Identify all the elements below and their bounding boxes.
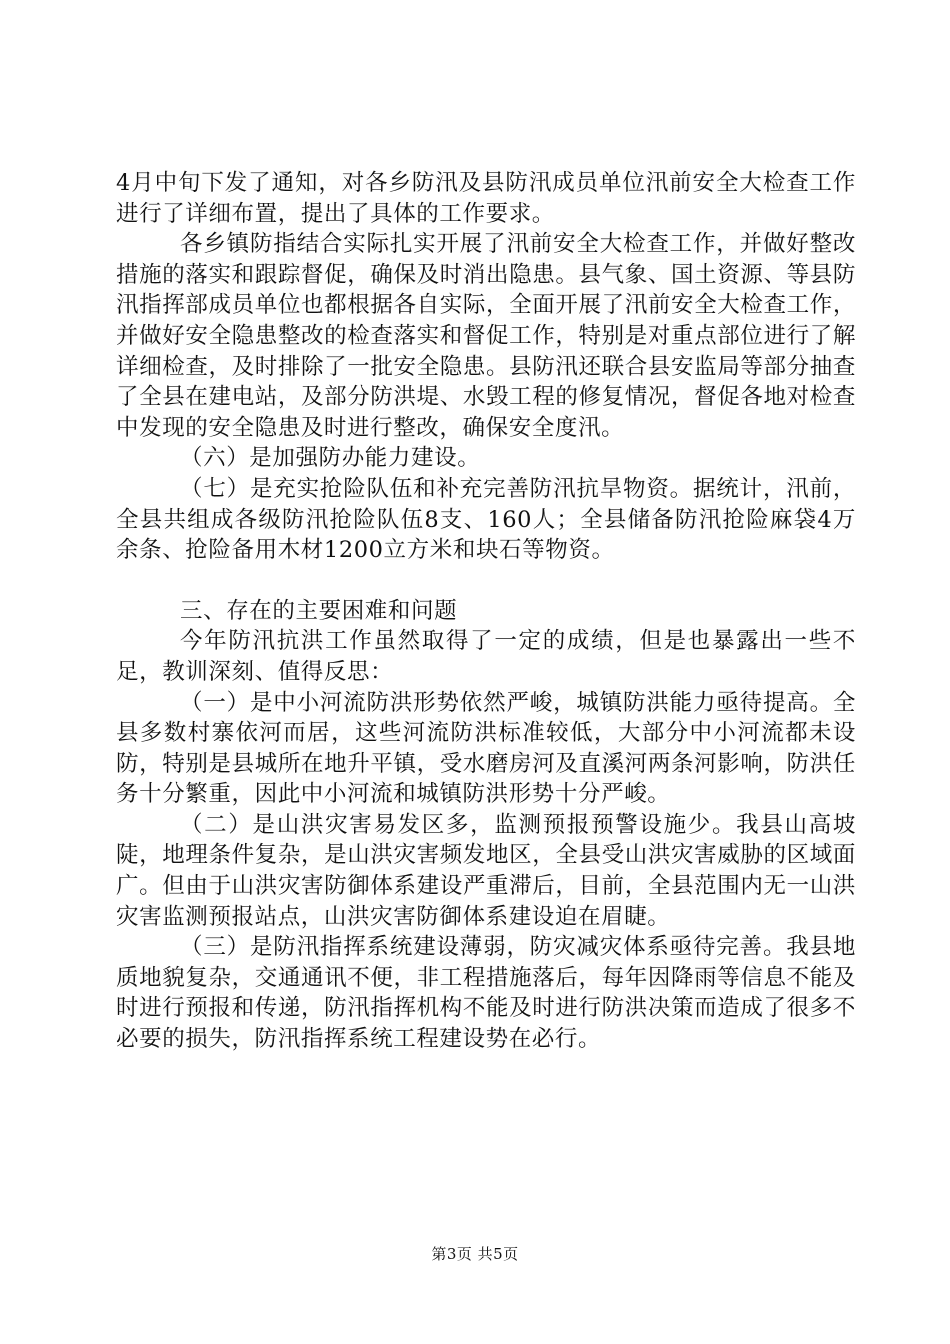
paragraph-problem-two: （二）是山洪灾害易发区多，监测预报预警设施少。我县山高坡陡，地理条件复杂，是山洪灾害频发地区，全县受山洪灾害威胁的区域面广。但由于山洪灾害防御体系建设严重滞后，目前，全县范围内无一山洪灾害监测预报站点，山洪灾害防御体系建设迫在眉睫。 bbox=[116, 811, 856, 930]
page-number-footer: 第3页 共5页 bbox=[431, 1245, 519, 1263]
paragraph-problems-intro: 今年防汛抗洪工作虽然取得了一定的成绩，但是也暴露出一些不足，教训深刻、值得反思： bbox=[116, 628, 856, 685]
paragraph-item-six: （六）是加强防办能力建设。 bbox=[180, 445, 481, 472]
paragraph-item-seven: （七）是充实抢险队伍和补充完善防汛抗旱物资。据统计，汛前，全县共组成各级防汛抢险队伍8支、160人；全县储备防汛抢险麻袋4万余条、抢险备用木材1200立方米和块石等物资。 bbox=[116, 475, 856, 564]
paragraph-problem-one: （一）是中小河流防洪形势依然严峻，城镇防洪能力亟待提高。全县多数村寨依河而居，这些河流防洪标准较低，大部分中小河流都未设防，特别是县城所在地升平镇，受水磨房河及直溪河两条河影响，防洪任务十分繁重，因此中小河流和城镇防洪形势十分严峻。 bbox=[116, 689, 856, 808]
paragraph-safety-inspection: 各乡镇防指结合实际扎实开展了汛前安全大检查工作，并做好整改措施的落实和跟踪督促，确保及时消出隐患。县气象、国土资源、等县防汛指挥部成员单位也都根据各自实际，全面开展了汛前安全大检查工作，并做好安全隐患整改的检查落实和督促工作，特别是对重点部位进行了解详细检查，及时排除了一批安全隐患。县防汛还联合县安监局等部分抽查了全县在建电站，及部分防洪堤、水毁工程的修复情况，督促各地对检查中发现的安全隐患及时进行整改，确保安全度汛。 bbox=[116, 231, 856, 441]
document-body bbox=[116, 168, 856, 1055]
paragraph-problem-three: （三）是防汛指挥系统建设薄弱，防灾减灾体系亟待完善。我县地质地貌复杂，交通通讯不便，非工程措施落后，每年因降雨等信息不能及时进行预报和传递，防汛指挥机构不能及时进行防洪决策而造成了很多不必要的损失，防汛指挥系统工程建设势在必行。 bbox=[116, 934, 856, 1053]
paragraph-notice-continuation: 4月中旬下发了通知，对各乡防汛及县防汛成员单位汛前安全大检查工作进行了详细布置，提出了具体的工作要求。 bbox=[116, 170, 856, 227]
section-heading-problems: 三、存在的主要困难和问题 bbox=[180, 597, 458, 624]
